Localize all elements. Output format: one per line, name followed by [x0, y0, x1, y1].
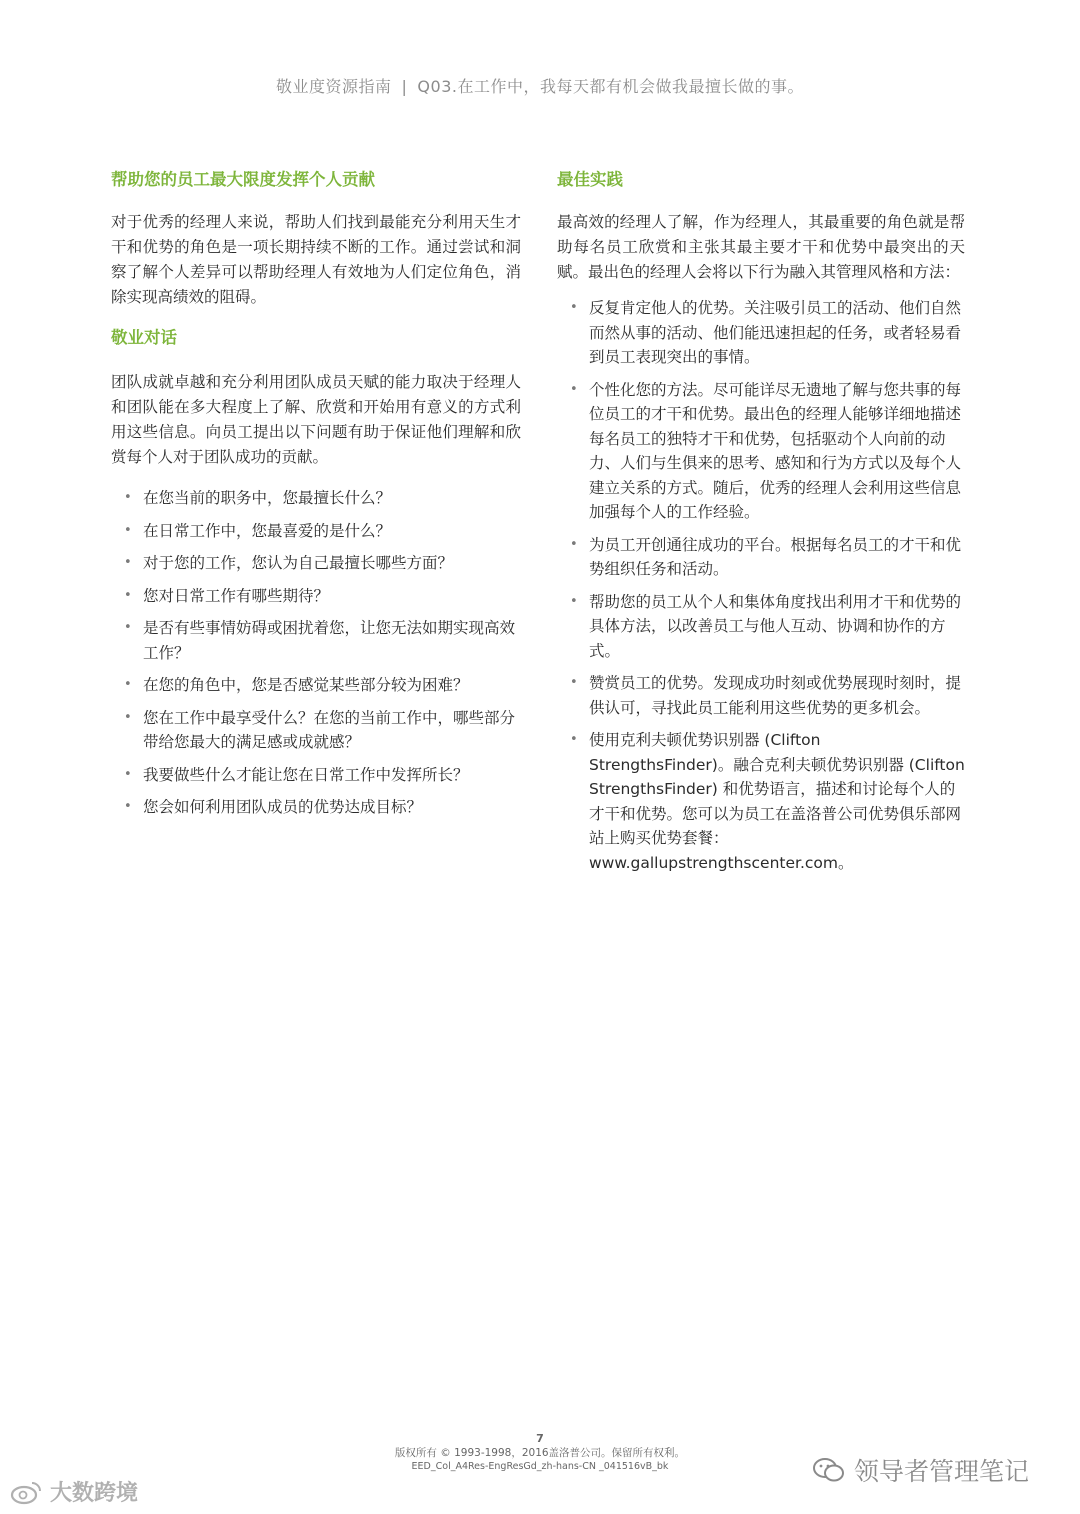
watermark-left-text: 大数跨境 [50, 1481, 139, 1506]
bullet-icon: • [124, 709, 132, 725]
bullet-icon: • [124, 555, 132, 570]
list-item: • 在日常工作中，您最喜爱的是什么？ [111, 519, 521, 544]
list-item: • 为员工开创通往成功的平台。根据每名员工的才干和优势组织任务和活动。 [557, 533, 965, 582]
right-column [557, 168, 965, 883]
bullet-icon: • [124, 799, 132, 814]
bullet-icon: • [124, 620, 132, 635]
wechat-icon [812, 1457, 846, 1483]
section-heading-contribution: 帮助您的员工最大限度发挥个人贡献 [111, 170, 375, 189]
header-separator: | [401, 77, 408, 96]
watermark-left [10, 1476, 138, 1507]
list-item: • 您对日常工作有哪些期待？ [111, 584, 521, 609]
conversation-paragraph: 团队成就卓越和充分利用团队成员天赋的能力取决于经理人和团队能在多大程度上了解、欣赏和开始用有意义的方式利用这些信息。向员工提出以下问题有助于保证他们理解和欣赏每个人对于团队成功的贡献。 [111, 373, 521, 466]
section-heading-conversation: 敬业对话 [111, 328, 177, 347]
list-item: • 您会如何利用团队成员的优势达成目标？ [111, 795, 521, 820]
watermark-right [812, 1452, 1029, 1488]
practice-list [557, 296, 965, 875]
bullet-icon: • [570, 675, 578, 690]
list-item: • 在您当前的职务中，您最擅长什么？ [111, 486, 521, 511]
list-item: • 反复肯定他人的优势。关注吸引员工的活动、他们自然而然从事的活动、他们能迅速担起的任务，或者轻易看到员工表现突出的事情。 [557, 296, 965, 370]
section-heading-best-practice: 最佳实践 [557, 170, 623, 189]
intro-paragraph: 对于优秀的经理人来说，帮助人们找到最能充分利用天生才干和优势的角色是一项长期持续不断的工作。通过尝试和洞察了解个人差异可以帮助经理人有效地为人们定位角色，消除实现高绩效的阻碍。 [111, 213, 521, 306]
watermark-right-text: 领导者管理笔记 [854, 1457, 1030, 1486]
document-code: EED_Col_A4Res-EngResGd_zh-hans-CN _041516vB_bk [411, 1461, 669, 1472]
list-item: • 个性化您的方法。尽可能详尽无遗地了解与您共事的每位员工的才干和优势。最出色的经理人能够详细地描述每名员工的独特才干和优势，包括驱动个人向前的动力、人们与生俱来的思考、感知和行为方式以及每个人建立关系的方式。随后，优秀的经理人会利用这些信息加强每个人的工作经验。 [557, 378, 965, 525]
copyright-line: 版权所有 © 1993-1998，2016盖洛普公司。保留所有权利。 [394, 1447, 686, 1459]
question-list [111, 486, 521, 820]
list-item: • 在您的角色中，您是否感觉某些部分较为困难？ [111, 673, 521, 698]
bullet-icon: • [570, 300, 578, 315]
list-item: • 帮助您的员工从个人和集体角度找出利用才干和优势的具体方法，以改善员工与他人互动、协调和协作的方式。 [557, 590, 965, 664]
list-item: • 您在工作中最享受什么？在您的当前工作中，哪些部分带给您最大的满足感或成就感？ [111, 706, 521, 755]
page-number: 7 [536, 1432, 544, 1445]
list-item: • 是否有些事情妨碍或困扰着您，让您无法如期实现高效工作？ [111, 616, 521, 665]
bullet-icon: • [570, 536, 578, 552]
list-item: • 对于您的工作，您认为自己最擅长哪些方面？ [111, 551, 521, 576]
bullet-icon: • [124, 677, 132, 692]
bullet-icon: • [124, 766, 132, 782]
question-title: Q03.在工作中，我每天都有机会做我最擅长做的事。 [417, 77, 804, 96]
page-header [0, 74, 1080, 97]
bullet-icon: • [570, 732, 578, 747]
bullet-icon: • [570, 593, 578, 609]
list-item: • 赞赏员工的优势。发现成功时刻或优势展现时刻时，提供认可，寻找此员工能利用这些优势的更多机会。 [557, 671, 965, 720]
bullet-icon: • [124, 587, 132, 603]
best-practice-paragraph: 最高效的经理人了解，作为经理人，其最重要的角色就是帮助每名员工欣赏和主张其最主要才干和优势中最突出的天赋。最出色的经理人会将以下行为融入其管理风格和方法： [557, 213, 965, 281]
list-item: • 我要做些什么才能让您在日常工作中发挥所长？ [111, 763, 521, 788]
bullet-icon: • [570, 381, 578, 397]
guide-title: 敬业度资源指南 [276, 77, 392, 96]
weibo-icon [10, 1479, 44, 1505]
list-item: • 使用克利夫顿优势识别器 (Clifton StrengthsFinder)。融合克利夫顿优势识别器 (Clifton StrengthsFinder) 和优势语言，描述和讨论每个人的才干和优势。您可以为员工在盖洛普公司优势俱乐部网站上购买优势套餐：www.gallupstrengthscenter.com。 [557, 728, 965, 875]
bullet-icon: • [124, 490, 132, 505]
bullet-icon: • [124, 522, 132, 538]
left-column [111, 168, 521, 828]
